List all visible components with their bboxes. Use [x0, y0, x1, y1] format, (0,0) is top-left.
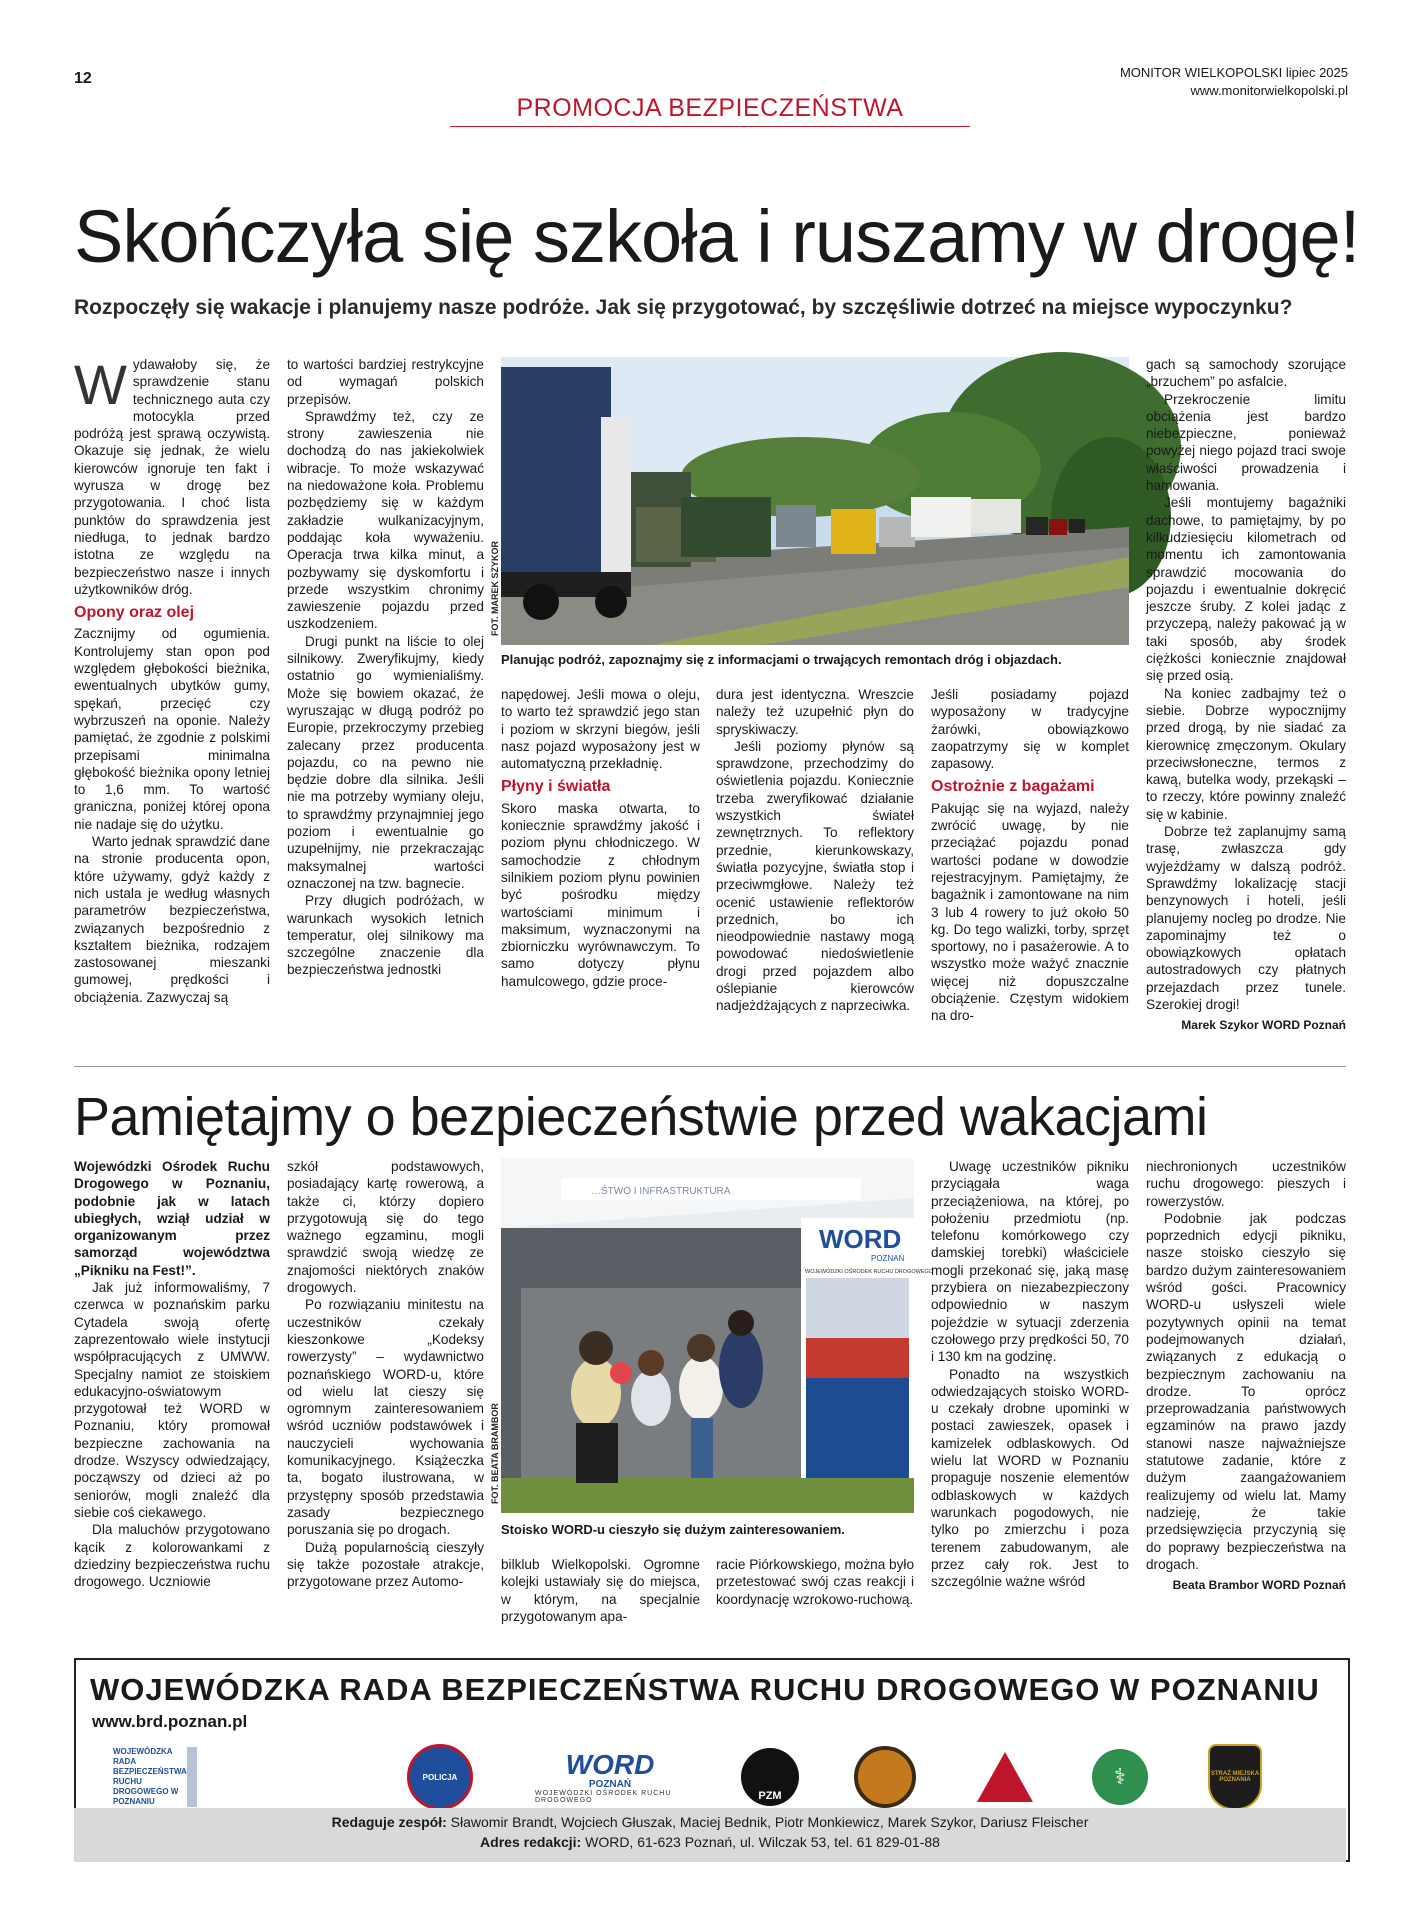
paragraph: Warto jednak sprawdzić dane na stronie producenta opon, które używamy, gdyż każdy z nich ustala je według własnych parametrów bezpieczeństwa, związanych bezpośrednio z kształtem bieżnika, rodzajem zastosowanej mieszanki gumowej, prędkości i obciążenia. Zazwyczaj są: [74, 834, 270, 1005]
psp-logo: [970, 1745, 1040, 1809]
banner-text: …ŚTWO I INFRASTRUKTURA: [591, 1186, 731, 1197]
article-divider: [74, 1066, 1346, 1067]
article1-column-6: [1146, 356, 1346, 1056]
wrbrd-logo-text: WOJEWÓDZKA RADA BEZPIECZEŃSTWA RUCHU DROGOWEGO W POZNANIU: [113, 1747, 197, 1807]
straz-miejska-badge: STRAŻ MIEJSKA POZNANIA: [1208, 1744, 1262, 1810]
article2-column-5: [931, 1158, 1129, 1636]
word-logo-city: POZNAŃ: [588, 1778, 632, 1790]
inspection-logo: [1085, 1745, 1155, 1809]
traffic-photo-image: [501, 357, 1129, 645]
paragraph: szkół podstawowych, posiadający kartę rowerową, a także ci, którzy dopiero przygotowują się do tego ważnego egzaminu, mogli sprawdzić swoją wiedzę ze znajomości niektórych znaków drogowych.: [287, 1159, 484, 1296]
traffic-photo: [501, 357, 1129, 645]
paragraph: Na koniec zadbajmy też o siebie. Dobrze wypocznijmy przed drogą, by nie siadać za kierownicę zmęczonym. Okulary przeciwsłoneczne, termos z kawą, butelka wody, przekąski – to rzeczy, które powinny znaleźć się w kabinie.: [1146, 685, 1346, 822]
emblem-icon: [854, 1746, 916, 1808]
article1-column-2: [287, 356, 484, 1056]
paragraph: Dużą popularnością cieszyły się także pozostałe atrakcje, przygotowane przez Automo-: [287, 1539, 484, 1590]
pzm-logo: [735, 1745, 805, 1809]
article1-column-5: [931, 686, 1129, 1056]
wrbrd-logo: [100, 1745, 210, 1809]
address-line: [74, 1832, 1346, 1852]
traffic-photo-caption: Planując podróż, zapoznajmy się z informacjami o trwających remontach dróg i objazdach.: [501, 652, 1062, 667]
paragraph: Jak już informowaliśmy, 7 czerwca w poznańskim parku Cytadela swoją ofertę zaprezentowało wiele instytucji współpracujących z UMWW. Specjalny namiot ze stoiskiem edukacyjno-oświatowym przygotował też WORD w Poznaniu, który promował bezpieczne zachowania na drodze. Wszyscy odwiedzający, począwszy od dzieci aż po seniorów, mogli znaleźć dla siebie coś ciekawego.: [74, 1280, 270, 1520]
paragraph: racie Piórkowskiego, można było przetestować swój czas reakcji i koordynację wzrokowo-ruchową.: [716, 1557, 914, 1607]
article1-lead: Rozpoczęły się wakacje i planujemy nasze podróże. Jak się przygotować, by szczęśliwie dotrzeć na miejsce wypoczynku?: [74, 296, 1293, 319]
article2-column-3: [501, 1556, 700, 1636]
article1-headline: Skończyła się szkoła i ruszamy w drogę!: [74, 195, 1360, 278]
article2-column-4: [716, 1556, 914, 1636]
article2-headline: Pamiętajmy o bezpieczeństwie przed wakacjami: [74, 1087, 1208, 1147]
paragraph: napędowej. Jeśli mowa o oleju, to warto też sprawdzić jego stan i poziom w skrzyni biegów, jeśli nasz pojazd wyposażony jest w automatyczną przekładnię.: [501, 687, 700, 772]
paragraph: Jeśli poziomy płynów są sprawdzone, przechodzimy do oświetlenia pojazdu. Koniecznie trzeba zweryfikować działanie wszystkich świateł zewnętrznych. To reflektory przednie, kierunkowskazy, światła pozycyjne, światła stop i przeciwmgłowe. Należy też ocenić ustawienie reflektorów przednich, bo ich nieodpowiednie nastawy mogą powodować niedoświetlenie drogi przed pojazdem albo oślepianie kierowców nadjeżdżających z naprzeciwka.: [716, 738, 914, 1014]
paragraph: Zacznijmy od ogumienia. Kontrolujemy stan opon pod względem głębokości bieżnika, ewentualnych ubytków gumy, spękań, przecięć czy wybrzuszeń na oponie. Należy pamiętać, że zgodnie z polskimi przepisami minimalna głębokość bieżnika opony letniej to 1,6 mm. To wartość graniczna, poniżej której opona nie nadaje się do użytku.: [74, 626, 270, 832]
article2-column-2: [287, 1158, 484, 1628]
firefighters-logo: [850, 1745, 920, 1809]
paragraph: Przekroczenie limitu obciążenia jest bardzo niebezpieczne, ponieważ powyżej niego pojazd traci swoje właściwości prowadzenia i hamowania.: [1146, 391, 1346, 494]
paragraph: bilklub Wielkopolski. Ogromne kolejki ustawiały się do miejsca, w którym, na specjalnie przygotowanym apa-: [501, 1557, 700, 1624]
paragraph: Drugi punkt na liście to olej silnikowy. Zweryfikujmy, kiedy ostatnio go wymienialiśmy. Może się bowiem okazać, że wyruszając w długą podróż po Europie, przekroczymy przebieg zalecany przez producenta pojazdu, co na pewno nie będzie dobre dla silnika. Jeśli nie ma potrzeby wymiany oleju, to sprawdźmy przynajmniej jego poziom i ewentualnie go uzupełnijmy, nie przekraczając maksymalnej wartości oznaczonej na tzw. bagnecie.: [287, 633, 484, 891]
paragraph: dura jest identyczna. Wreszcie należy też uzupełnić płyn do spryskiwaczy.: [716, 687, 914, 737]
paragraph: Uwagę uczestników pikniku przyciągała waga przeciążeniowa, na której, po położeniu przedmiotu (np. telefonu komórkowego czy damskiej torebki) właściciele mogli przekonać się, jaką masę przybiera on niezabezpieczony odpowiednio w naszym pojeździe w sytuacji zderzenia czołowego przy prędkości 50, 70 i 130 km na godzinę.: [931, 1159, 1129, 1365]
subhead-bagaze: Ostrożnie z bagażami: [931, 778, 1095, 796]
police-logo: [400, 1745, 480, 1809]
article1-column-4: [716, 686, 914, 1056]
article1-column-1: [74, 353, 270, 1056]
paragraph: ydawałoby się, że sprawdzenie stanu technicznego auta czy motocykla przed podróżą jest sprawą oczywistą. Okazuje się jednak, że wielu kierowców ignoruje ten fakt i wyrusza w drogę bez przygotowania. I choć lista punktów do sprawdzenia jest niedługa, to jednak bardzo istotna ze względu na bezpieczeństwo nasze i innych użytkowników dróg.: [74, 357, 270, 597]
photo-credit: FOT. MAREK SZYKOR: [490, 540, 500, 636]
editors-names: Sławomir Brandt, Wojciech Głuszak, Maciej Bednik, Piotr Monkiewicz, Marek Szykor, Dariusz Fleischer: [450, 1814, 1089, 1830]
article1-signature: Marek Szykor WORD Poznań: [1181, 1018, 1346, 1033]
article1-column-3: [501, 686, 700, 1056]
paragraph: Po rozwiązaniu minitestu na uczestników czekały kieszonkowe „Kodeksy rowerzysty” – wydawnictwo poznańskiego WORD-u, które od wielu lat cieszy się ogromnym zainteresowaniem wśród uczniów podstawówek i nauczycieli wychowania komunikacyjnego. Książeczka ta, bogato ilustrowana, w przystępny sposób przedstawia zasady bezpiecznego poruszania się po drogach.: [287, 1297, 484, 1538]
editors-label: Redaguje zespół:: [331, 1814, 447, 1830]
stand-photo-caption: Stoisko WORD-u cieszyło się dużym zainteresowaniem.: [501, 1522, 845, 1537]
wrbrd-url[interactable]: www.brd.poznan.pl: [92, 1712, 248, 1731]
paragraph: Dobrze też zaplanujmy samą trasę, zwłaszcza gdy wyjeżdżamy w dalszą podróż. Sprawdźmy lokalizację stacji benzynowych i hoteli, jeśli planujemy nocleg po drodze. Nie zapominajmy też o obowiązkowych opłatach autostradowych czy płatnych przejazdach przez tunele. Szerokiej drogi!: [1146, 824, 1346, 1012]
section-underline: [450, 126, 970, 127]
article2-column-1: [74, 1158, 270, 1628]
paragraph: Sprawdźmy też, czy ze strony zawieszenia nie dochodzą do nas jakiekolwiek wibracje. To może wskazywać na niedoważone koła. Problemu pozbędziemy się w każdym zakładzie wulkanizacyjnym, poddając koła wyważeniu. Operacja trwa kilka minut, a pozbywamy się dyskomfortu i przede wszystkim chronimy zawieszenie pojazdu przed uszkodzeniem.: [287, 408, 484, 632]
address-label: Adres redakcji:: [480, 1834, 582, 1850]
straz-miejska-logo: [1200, 1745, 1270, 1809]
paragraph: Dla maluchów przygotowano kącik z kolorowankami z dziedziny bezpieczeństwa ruchu drogowego. Uczniowie: [74, 1522, 270, 1590]
word-logo-sub: WOJEWÓDZKI OŚRODEK RUCHU DROGOWEGO: [535, 1789, 672, 1804]
masthead-title: MONITOR WIELKOPOLSKI lipiec 2025: [1119, 65, 1348, 80]
masthead-website[interactable]: www.monitorwielkopolski.pl: [1190, 83, 1348, 98]
word-logo: [535, 1745, 685, 1809]
pzm-logo-badge: PZM: [741, 1748, 799, 1806]
stand-photo: [501, 1158, 934, 1513]
subhead-plyny: Płyny i światła: [501, 778, 611, 796]
rollup-city: POZNAŃ: [871, 1254, 905, 1263]
page-number: 12: [74, 70, 92, 87]
editors-line: [74, 1812, 1346, 1832]
paragraph: Przy długich podróżach, w warunkach wysokich letnich temperatur, olej silnikowy ma szczególne znaczenie dla bezpieczeństwa jednostki: [287, 893, 484, 978]
paragraph: Pakując się na wyjazd, należy zwrócić uwagę, by nie przeciążać pojazdu ponad wartości podane w dowodzie rejestracyjnym. Pamiętajmy, że bagażnik i zamontowane na nim 3 lub 4 rowery to już około 50 kg. Do tego walizki, torby, sprzęt sportowy, no i pasażerowie. A to wszystko może ważyć znacznie więcej niż dopuszczalne obciążenie. Częstym widokiem na dro-: [931, 800, 1129, 1024]
wrbrd-title: WOJEWÓDZKA RADA BEZPIECZEŃSTWA RUCHU DROGOWEGO W POZNANIU: [90, 1672, 1320, 1707]
address-text: WORD, 61-623 Poznań, ul. Wilczak 53, tel. 61 829-01-88: [585, 1834, 940, 1850]
stand-photo-image: [501, 1158, 934, 1513]
caduceus-icon: ⚕: [1092, 1749, 1148, 1805]
paragraph: to wartości bardziej restrykcyjne od wymagań polskich przepisów.: [287, 357, 484, 407]
rollup-brand: WORD: [819, 1224, 902, 1254]
section-title: PROMOCJA BEZPIECZEŃSTWA: [516, 94, 904, 122]
rollup-sub: WOJEWÓDZKI OŚRODEK RUCHU DROGOWEGO: [805, 1269, 934, 1275]
word-logo-text: WORD: [565, 1748, 655, 1780]
paragraph: Jeśli posiadamy pojazd wyposażony w tradycyjne żarówki, obowiązkowo zaopatrzymy się w komplet zapasowy.: [931, 687, 1129, 772]
article2-column-6: [1146, 1158, 1346, 1636]
subhead-opony: Opony oraz olej: [74, 604, 195, 622]
dropcap: W: [74, 353, 127, 416]
editorial-footer: [74, 1808, 1346, 1862]
paragraph: Jeśli montujemy bagażniki dachowe, to pamiętajmy, by po kilkudziesięciu kilometrach od momentu ich zamontowania sprawdzić mocowania do pojazdu i ewentualnie dokręcić jeszcze śruby. Z kolei jadąc z przyczepą, należy pakować ją w taki sposób, aby środek ciężkości koniecznie znajdował się przed osią.: [1146, 495, 1346, 684]
paragraph: niechronionych uczestników ruchu drogowego: pieszych i rowerzystów.: [1146, 1159, 1346, 1209]
paragraph: Wojewódzki Ośrodek Ruchu Drogowego w Poznaniu, podobnie jak w latach ubiegłych, wziął udział w organizowanym przez samorząd województwa „Pikniku na Fest!”.: [74, 1159, 270, 1278]
paragraph: Skoro maska otwarta, to koniecznie sprawdźmy jakość i poziom płynu chłodniczego. W samochodzie z chłodnym silnikiem poziom płynu powinien być pośrodku między wartościami minimum i maksimum, wyznaczonymi na zbiorniczku wyrównawczym. To samo dotyczy płynu hamulcowego, gdzie proce-: [501, 800, 700, 989]
police-logo-badge: POLICJA: [407, 1744, 473, 1810]
paragraph: gach są samochody szorujące „brzuchem” po asfalcie.: [1146, 357, 1346, 390]
article2-signature: Beata Brambor WORD Poznań: [1172, 1578, 1346, 1593]
paragraph: Ponadto na wszystkich odwiedzających stoisko WORD-u czekały drobne upominki w postaci zawieszek, opasek i kamizelek odblaskowych. Od wielu lat WORD w Poznaniu propaguje noszenie elementów odblaskowych w każdych warunkach pogodowych, nie tylko po zmierzchu i poza terenem zabudowanym, ale przez cały rok. Jest to szczególnie ważne wśród: [931, 1366, 1129, 1590]
paragraph: Podobnie jak podczas poprzednich edycji pikniku, nasze stoisko cieszyło się bardzo dużym zainteresowaniem wśród gości. Pracownicy WORD-u usłyszeli wiele pozytywnych opinii na temat podejmowanych działań, związanych z edukacją o bezpiecznym zachowaniu na drodze. To oprócz przeprowadzania państwowych egzaminów na prawo jazdy stanowi nasze najważniejsze statutowe zadanie, które z dużym zaangażowaniem realizujemy od wielu lat. Mamy nadzieję, że takie przedsięwzięcia przyczynią się do poprawy bezpieczeństwa na drogach.: [1146, 1210, 1346, 1572]
flame-icon: [977, 1752, 1033, 1802]
photo-credit: FOT. BEATA BRAMBOR: [490, 1403, 500, 1504]
